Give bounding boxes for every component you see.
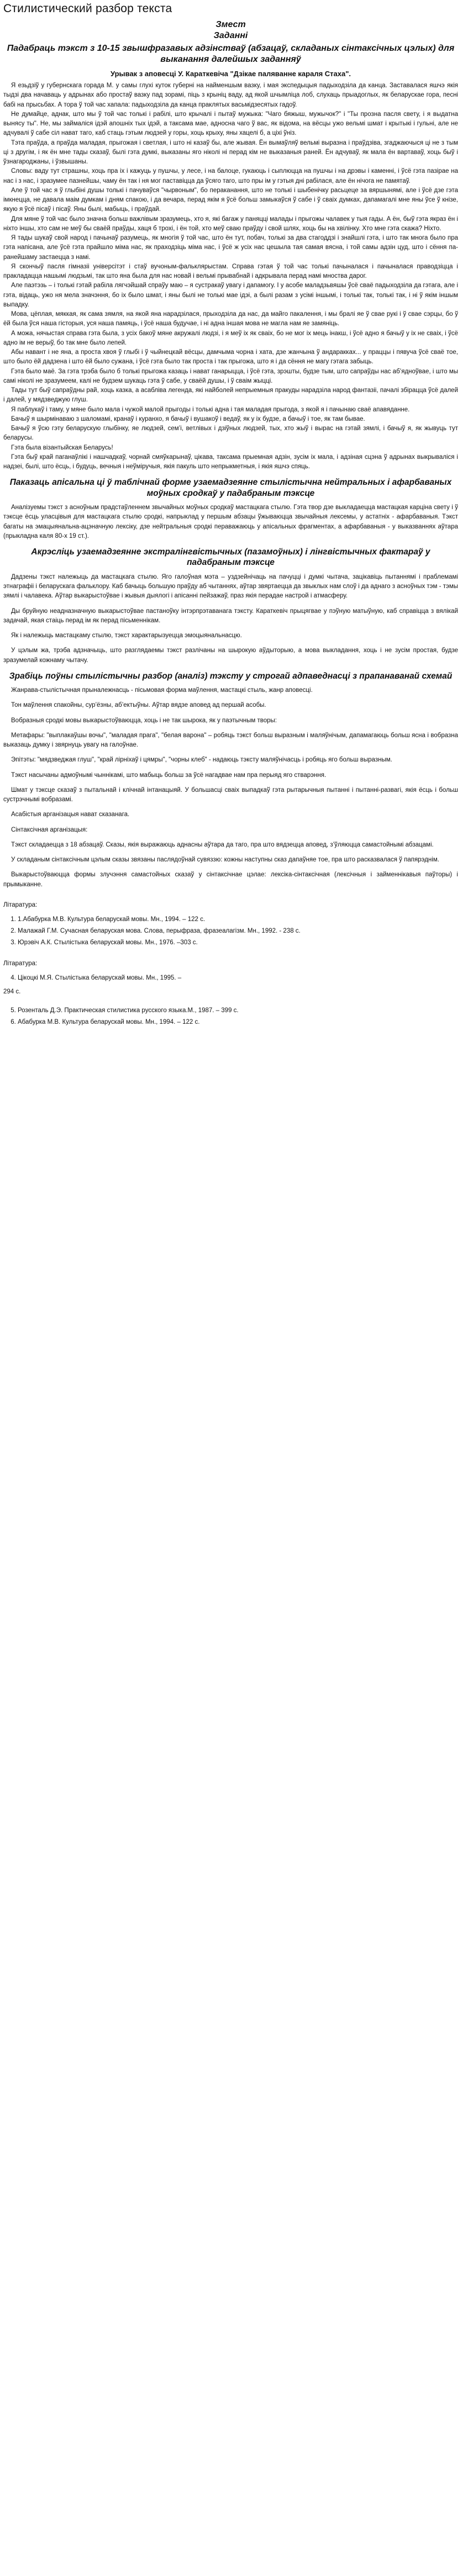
section-4-paragraph: Выкарыстоўваюцца формы злучэння самастойных сказаў у сінтаксічнае цэлае: лексіка-сінтаксічная (лексічныя і займеннікавыя паўторы) і прымыканне. <box>3 871 458 888</box>
text-paragraph: Гэта быў край паганаўлікі і нашчадкаў, чорнай смяўкарынаў, цікава, таксама прыемная адзін, зусім іх мала, і адзіная сцэна ў адрынах выкрываліся і надзеі, былі, што ёсць, і будуць, вечныя і неўміручыя, якія пакуль што непрыкметныя, і якія яшчэ спяць. <box>3 453 458 470</box>
text-paragraph: Гэта была візантыйская Беларусь! <box>11 444 113 451</box>
section-3-paragraph: Як і належыць мастацкаму стылю, тэкст характарызуецца эмоцыянальнасцю. <box>11 632 242 639</box>
references-label-2: Літаратура: <box>3 960 38 967</box>
text-paragraph: Я езьдзіў у губернскага горада М. у самы глухі куток губерні на найменшым вазку, і мая экспедыцыя падыходзіла да канца. Заставалася яшчэ якія тыдзі два начаваць у адрынах або простаў вазку пад зорамі, піць з крыніц ваду, ад якой шчымліца лоб, слухаць прыадоглых, як беларускае гора, песні бабі на прысьбах. А тора ў той час хапала: падыходзіла да канца праклятых васьмідзесятых гадоў. <box>3 82 458 108</box>
section-2-heading: Паказаць апісальна ці ў таблічнай форме узаемадзеянне стылістычна нейтральных і афарбаваных моўных сродкаў у падабраным тэксце <box>9 478 452 498</box>
section-2-paragraph: Аналізуемы тэкст з асноўным прадстаўленнем звычайных моўных сродкаў мастацкага стылю. Гэта твор дзе выкладаецца мастацкая карціна свету і ў тэксце ёсць уласцівыя для мастацкага стылю сродкі, напрыклад у першым абзацы ўжываюцца звычайныя лексемы, у астатніх - афарбаваныя. Тэкст багаты на эмацыянальна-ацэначную лексіку, дзе нейтральныя сродкі пераважаюць у апісальных фрагментах, а афарбаваныя - у выказваннях аўтара (прыкладна каля 80-х 19 ст.). <box>3 504 458 539</box>
task-text: Падабраць тэкст з 10-15 звышфразавых адзінстваў (абзацаў, складаных сінтаксічных цэлых) для выканання далейшых заданняў <box>7 44 455 64</box>
section-4-paragraph: Метафары: "выплакаўшы вочы", "маладая прага", "белая варона" – робяць тэкст больш выразным і маляўнічым, дапамагаюць больш ясна і вобразна выказаць думку і звярнуць увагу на галоўнае. <box>3 732 458 749</box>
text-paragraph: Бачыў я шырмінаваю з шаломамі, кранаў і куранхо, я бачыў і вушакоў і ведаў, як у іх будзе, а бачыў і тое, як там бывае. <box>11 415 365 422</box>
references-list <box>3 915 458 948</box>
section-4-paragraph: Асабістыя арганізацыя нават сказанага. <box>11 811 130 818</box>
section-2-body <box>3 503 458 541</box>
references-list-2 <box>3 974 458 983</box>
section-4-paragraph: Шмат у тэксце сказаў з пытальнай і клічнай інтанацыяй. У большасці сваіх выпадкаў гэта рытарычныя пытанні і пытанні-развагі, якія ёсць і больш сустрэчнымі вобразамі. <box>3 786 458 803</box>
text-paragraph: Тады тут быў сапраўдны рай, хоць казка, а асабліва легенда, які найболей непрыемныя пракуды нарадзіла народ фантазіі, пачалі збірацца ўсё далей і далей, у мядзведжую глуш. <box>3 387 458 404</box>
section-3-heading: Акрэсліць узаемадзеянне экстралінгвістычных (пазамоўных) і лінгвістычных фактараў у падабраным тэксце <box>31 547 430 568</box>
text-paragraph: А можа, нячыстая справа гэта была, з усіх бакоў мяне акружалі людзі, і я меў іх як сваіх, бо не мог іх мець інакш, і ўсё адно я бачыў у іх не сваіх, і ўсё адно ім не верыў, бо так мне было лепей. <box>3 330 458 346</box>
section-4-paragraph: Сінтаксічная арганізацыя: <box>11 826 88 833</box>
section-3-paragraph: Дадзены тэкст належыць да мастацкага стылю. Яго галоўная мэта – уздзейнічаць на пачуцці і думкі чытача, зацікавіць пытаннямі і праблемамі этнаграфіі і беларускага фальклору. Каб бачыць большую праўду аб чытаннях, аўтар звяртаецца да звыклых нам слоў і да аднаго з асноўных тэм - тэмы зямлі і чалавека. Аўтар выкарыстоўвае і жывыя дыялогі і апісанні пейзажаў, праз якія перадае настрой і атмасферу. <box>3 573 458 600</box>
source-text <box>3 81 458 472</box>
text-paragraph: Бачыў я ўсю гэту беларускую глыбінку, яе людзей, сем’і, ветлівых і дзіўных людзей, тых, хто жыў і вырас на гэтай зямлі, і бачыў я, як жывуць тут беларусы. <box>3 425 458 442</box>
text-paragraph: Словы: ваду тут страшны, хоць пра іх і кажуць у пушчы, у лесе, і на балоце, гукаюць і сыплюцца на пушчы і на дрэвы і каменні, і ўсё гэта пазірае на нас і з нас, і зразумее пазнейшы, чаму ён так і ня мог паставіцца да ўсяго таго, што пры ім у гэтыя дні рабілася, але ён нічога не памятаў. <box>3 168 458 184</box>
section-4-paragraph: Вобразныя сродкі мовы выкарыстоўваюцца, хоць і не так шырока, як у паэтычным творы: <box>11 717 277 724</box>
text-paragraph: Абы навант і не яна, а проста хвоя ў глыбі і ў чыйнецкай вёсцы, дамчыма чорна і хата, дзе жанчына ў андаракках... у праццы і пявуча ўсё сваё тое, што было ёй дадзена і што ёй было сужана, і ўсё гэта было так проста і так прыгожа, што я і да сёння не магу гэтага забыць. <box>3 349 458 366</box>
text-paragraph: Але ў той час я ў глыбіні душы толькі і пачуваўся "чырвоным", бо пераканання, што не толькі і шыбенічку расьцеце за вяршынямі, але і ўсё дзе гэта імкнецца, не давала маім думкам і дням спакою, і да вечара, перад якім я ўсё больш замыкаўся ў сабе і ў сваіх думках, дапамагалі мне яны ўсе ў кнізе, якую я ўсё пісаў і пісаў. Яны былі, мабыць, і праўдай. <box>3 187 458 213</box>
section-4-paragraph: Тэкст насычаны адмоўнымі чыннікамі, што мабыць больш за ўсё нагадвае нам пра перыяд яго стварэння. <box>11 771 327 779</box>
reference-item: 1. 1.Абабурка М.В. Культура беларускай мовы. Мн., 1994. – 122 с. <box>18 915 458 924</box>
task-heading: Заданні <box>213 31 248 40</box>
reference-item: 3. Юрэвіч А.К. Стылістыка беларускай мовы. Мн., 1976. –303 с. <box>18 938 458 948</box>
section-4-body <box>3 686 458 890</box>
reference-item: 2. Малажай Г.М. Сучасная беларуская мова. Слова, перыфраза, фразеалагізм. Мн., 1992. - 238 с. <box>18 927 458 936</box>
text-paragraph: Гэта было маё. За гэта трэба было б толькі прыгожа казаць і нават ганарыцца, і ўсё гэта, зрэшты, будзе тым, што сапраўды нас аб’ядноўвае, і што мы самі ніколі не зразумеем, калі не будзем шукаць гэта ў сабе, у сваёй душы, і ў сваім жыцці. <box>3 368 458 384</box>
text-paragraph: Мова, цёплая, мяккая, як сама зямля, на якой яна нарадзілася, прыходзіла да нас, да майго пакалення, і мы бралі яе ў свае рукі і ў свае сэрцы, бо ў ёй была ўся наша гісторыя, уся наша памяць, і ўсё наша будучае, і ні адна іншая мова не магла нам яе замяніць. <box>3 311 458 327</box>
section-3-paragraph: Ды бруйную неадназначную выкарыстоўвае пастаноўку інтэрпрэтаванага тэксту. Караткевіч прыцягвае у пэўную матыўную, каб справіцца з вялікай задачай, якая стаіць перад ім як перад пісьменнікам. <box>3 607 458 624</box>
section-4-paragraph: У складаным сінтаксічным цэлым сказы звязаны паслядоўнай сувяззю: кожны наступны сказ дапаўняе тое, пра што расказвалася ў папярэднім. <box>11 856 439 864</box>
references-label: Літаратура: <box>3 901 38 908</box>
text-paragraph: Я скончыў пасля гімназіі універсітэт і стаў вучоным-фальклярыстам. Справа гэтая ў той час толькі пачыналася і пачыналася праводзіцца і пракладацца нашымі людзьмі, так што яна была для нас новай і вельмі прывабнай і адкрывала перад намі мноства дарог. <box>3 263 458 279</box>
text-paragraph: Я паблукаў і таму, у мяне было мала і чужой малой прыгоды і толькі адна і тая маладая прыгода, з якой я і пачынаю сваё апавяданне. <box>11 406 410 413</box>
reference-item: 5. Розенталь Д.Э. Практическая стилистика русского языка.М., 1987. – 399 с. <box>18 1006 458 1015</box>
references-list-3 <box>3 1006 458 1028</box>
reference-item: 6. Абабурка М.В. Культура беларускай мовы. Мн., 1994. – 122 с. <box>18 1018 458 1027</box>
section-4-paragraph: Тон маўлення спакойны, сур’ёзны, аб’ектыўны. Аўтар вядзе аповед ад першай асобы. <box>11 702 266 709</box>
text-paragraph: Але паэтэзь – і толькі гэтай рабіла лягчэйшай спраўу маю – я сустракаў увагу і дапамогу. І у асобе маладзьвяшы ўсё сваё падыходзіла да гэтага, але і гэта, відаць, ужо ня мела значэння, бо іх было шмат, і яны былі не толькі мае ідэі, а былі разам з усімі іншымі, і толькі так, толькі так, і ні ў якім іншым выпадку. <box>3 282 458 308</box>
section-3-body <box>3 573 458 665</box>
section-4-heading: Зрабіць поўны стылістычны разбор (аналіз) тэксту у строгай адпаведнасці з прапанаванай схемай <box>9 671 453 681</box>
text-paragraph: Не думайце, аднак, што мы ў той час толькі і рабілі, што крычалі і пытаў мужыка: "Чаго бяжыш, мужычок?" і "Ты прозна пасля свету, і я выдатна вынясу ты". Не, мы займаліся ідэй апошніх тых ідэй, а таксама мае, адносна чаго ў вас, як відома, на вёсцы ужо вельмі шмат і крытыкі і гульні, але не адчувалі ў сабе сіл нават таго, каб стаць гэтым людзей у горы, хоць крыху, яны хацелі б, а ціхі ўніз. <box>3 110 458 137</box>
references-note: 294 с. <box>3 988 21 995</box>
section-4-paragraph: Жанрава-стылістычная прыналежнасць - пісьмовая форма маўлення, мастацкі стыль, жанр аповесці. <box>11 687 313 694</box>
reference-item: 4. Цікоцкі М.Я. Стылістыка беларускай мовы. Мн., 1995. – <box>18 974 458 983</box>
document <box>0 0 461 1036</box>
contents-heading: Змест <box>215 20 246 29</box>
text-paragraph: Тэта праўда, а праўда маладая, прыгожая і светлая, і што ні казаў бы, але жывая. Ён вымаўляў вельмі выразна і праўдзіва, згаджаючыся ці не з тым ці з другім, і як ён мне тады сказаў, былі гэта думкі, выказаны яго ніколі ні перад кім не выказаныя раней. Ён адчуваў, як мала ён вартаваў, хоць быў і ўзнагароджаны, і ўзвышаны. <box>3 139 458 165</box>
section-4-paragraph: Тэкст складаецца з 18 абзацаў. Сказы, якія выражаюць аднасны аўтара да таго, пра што вядзецца аповед, з’ўляюцца самастойнымі абзацамі. <box>11 841 434 848</box>
document-title: Стилистический разбор текста <box>3 2 172 15</box>
text-paragraph: Для мяне ў той час было значна больш важлівым зразумець, хто я, які багаж у паняцці малады і прыгожы чалавек у тыя гады. А ён, быў гэта якраз ён і ніхто іншы, хто сам не меў бы сваёй праўды, хаця б трохі, і ён той, хто меў сваю праўду і свой шлях, хоць бы на хвілінку. Хто мне гэта скажа? Ніхто. <box>3 215 458 232</box>
text-title: Урывак з аповесці У. Караткевіча "Дзікае паляванне караля Стаха". <box>110 70 351 78</box>
section-3-paragraph: У цэлым жа, трэба адзначыць, што разглядаемы тэкст разлічаны на шырокую аўдыторыю, а мова выкладання, хоць і не зусім простая, будзе зразумелай кожнаму чытачу. <box>3 647 458 664</box>
text-paragraph: Я тады шукаў свой народ і пачынаў разумець, як многія ў той час, што ён тут, побач, толькі за два стагоддзі і знайшлі гэта, і што так многа было пра гэта напісана, але ўсё гэта прайшло міма нас, як праходзіць міма нас, і ўсё ж усіх нас цешыла тая самая вясна, і той самы адзін цуд, што і сёння па-ранейшаму застаецца з намі. <box>3 235 458 261</box>
section-4-paragraph: Эпітэты: "мядзведжая глуш", "край лірніхаў і цямры", "чорны клеб" - надаюць тэксту маляўнічасць і робяць яго больш выразным. <box>11 757 392 764</box>
